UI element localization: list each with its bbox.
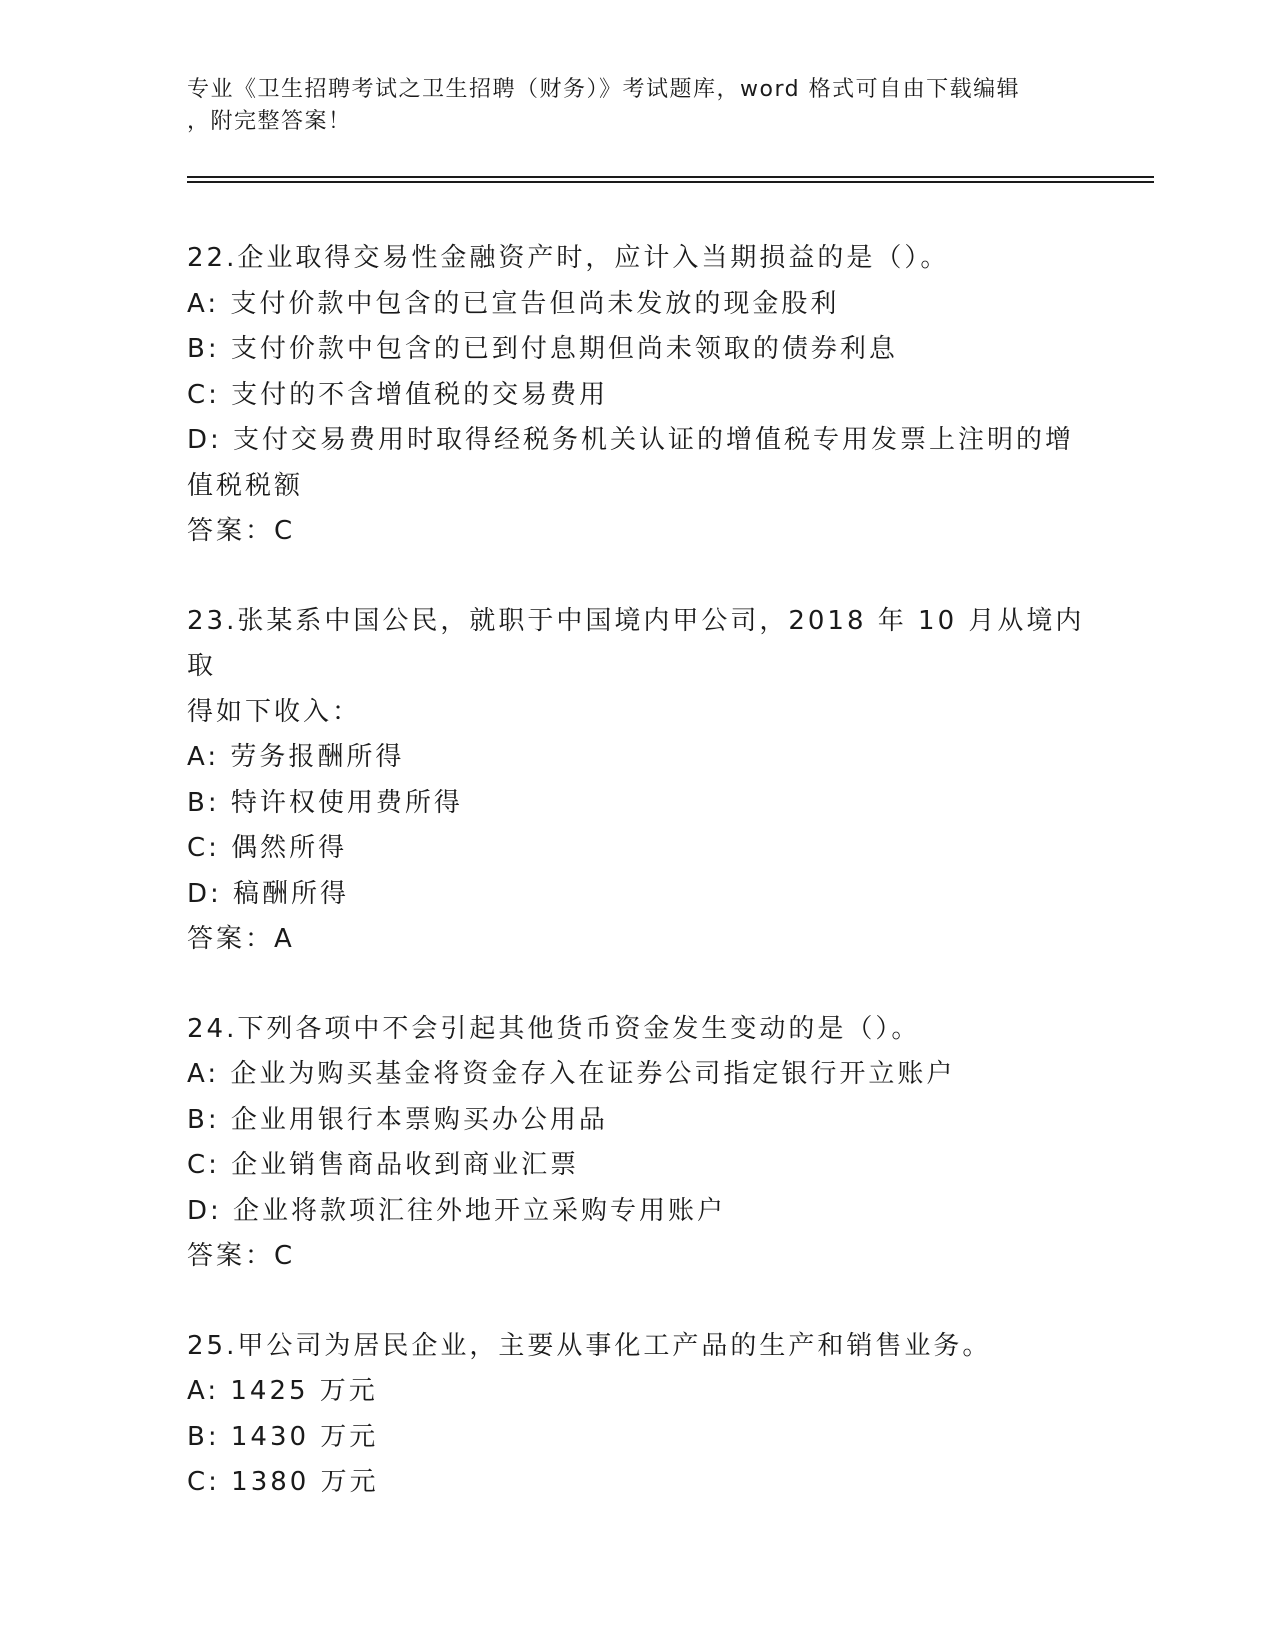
header-divider-bottom (187, 181, 1154, 183)
option-d: D: 稿酬所得 (187, 878, 350, 909)
option-c: C: 1380 万元 (187, 1467, 379, 1497)
question-stem: 24.下列各项中不会引起其他货币资金发生变动的是（）。 (187, 1013, 921, 1044)
option-c: C: 偶然所得 (187, 833, 348, 863)
question-stem: 25.甲公司为居民企业，主要从事化工产品的生产和销售业务。 (187, 1330, 992, 1361)
question-stem: 23.张某系中国公民，就职于中国境内甲公司，2018 年 10 月从境内取 (187, 605, 1085, 681)
option-d-continued: 值税税额 (187, 470, 304, 501)
question-22 (187, 236, 1087, 555)
answer: 答案：C (187, 516, 296, 546)
header-line-2: ，附完整答案！ (187, 109, 352, 134)
answer: 答案：C (187, 1241, 296, 1271)
question-stem: 22.企业取得交易性金融资产时，应计入当期损益的是（）。 (187, 243, 950, 273)
option-c: C: 支付的不含增值税的交易费用 (187, 379, 609, 410)
option-a: A: 支付价款中包含的已宣告但尚未发放的现金股利 (187, 288, 840, 319)
question-23 (187, 599, 1087, 963)
option-a: A: 劳务报酬所得 (187, 742, 405, 772)
question-stem-continued: 得如下收入： (187, 696, 362, 727)
header-line-1: 专业《卫生招聘考试之卫生招聘（财务）》考试题库，word 格式可自由下载编辑 (187, 77, 1021, 102)
answer: 答案：A (187, 924, 295, 954)
question-list (187, 236, 1087, 1550)
option-d: D: 支付交易费用时取得经税务机关认证的增值税专用发票上注明的增 (187, 425, 1075, 455)
question-25 (187, 1324, 1087, 1506)
header-divider-top (187, 176, 1154, 178)
option-b: B: 企业用银行本票购买办公用品 (187, 1104, 608, 1135)
option-a: A: 企业为购买基金将资金存入在证券公司指定银行开立账户 (187, 1059, 956, 1089)
document-header (187, 74, 1067, 138)
option-b: B: 特许权使用费所得 (187, 787, 463, 818)
option-c: C: 企业销售商品收到商业汇票 (187, 1150, 580, 1180)
option-b: B: 1430 万元 (187, 1421, 379, 1452)
option-d: D: 企业将款项汇往外地开立采购专用账户 (187, 1195, 727, 1226)
option-b: B: 支付价款中包含的已到付息期但尚未领取的债券利息 (187, 334, 898, 364)
option-a: A: 1425 万元 (187, 1376, 378, 1406)
question-24 (187, 1007, 1087, 1280)
